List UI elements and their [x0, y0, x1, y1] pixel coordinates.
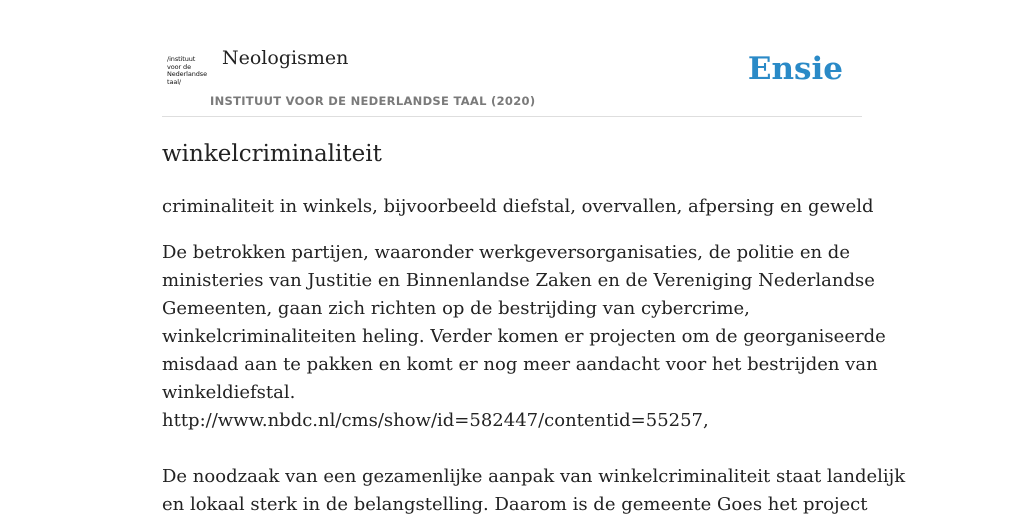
example-line: winkelcriminaliteiten heling. Verder komen er projecten om de georganiseerde: [162, 326, 886, 347]
example-line: ministeries van Justitie en Binnenlandse Zaken en de Vereniging Nederlandse: [162, 270, 875, 291]
institute-logo[interactable]: [167, 56, 209, 86]
source-header: [162, 0, 862, 117]
example-line: Gemeenten, gaan zich richten op de bestrijding van cybercrime,: [162, 298, 750, 319]
source-subtitle[interactable]: INSTITUUT VOOR DE NEDERLANDSE TAAL (2020): [210, 94, 536, 108]
source-title[interactable]: Neologismen: [222, 47, 349, 69]
term-title: winkelcriminaliteit: [162, 141, 382, 167]
logo-line: /instituut: [167, 55, 196, 63]
paragraph-gap: [162, 435, 862, 463]
example-text: [162, 239, 906, 519]
logo-line: voor de: [167, 62, 191, 71]
term-definition: criminaliteit in winkels, bijvoorbeeld diefstal, overvallen, afpersing en geweld: [162, 196, 874, 217]
ensie-logo[interactable]: Ensie: [747, 51, 843, 87]
example-line: De noodzaak van een gezamenlijke aanpak van winkelcriminaliteit staat landelijk: [162, 466, 906, 487]
example-line: misdaad aan te pakken en komt er nog meer aandacht voor het bestrijden van: [162, 354, 878, 375]
example-line: winkeldiefstal.: [162, 382, 296, 403]
logo-line: Nederlandse: [167, 70, 207, 79]
entry-page: [162, 0, 906, 515]
example-line: De betrokken partijen, waaronder werkgeversorganisaties, de politie en de: [162, 242, 850, 263]
source-url: http://www.nbdc.nl/cms/show/id=582447/contentid=55257,: [162, 410, 709, 431]
logo-line: taal/: [167, 77, 182, 86]
example-line: en lokaal sterk in de belangstelling. Daarom is de gemeente Goes het project: [162, 494, 868, 515]
